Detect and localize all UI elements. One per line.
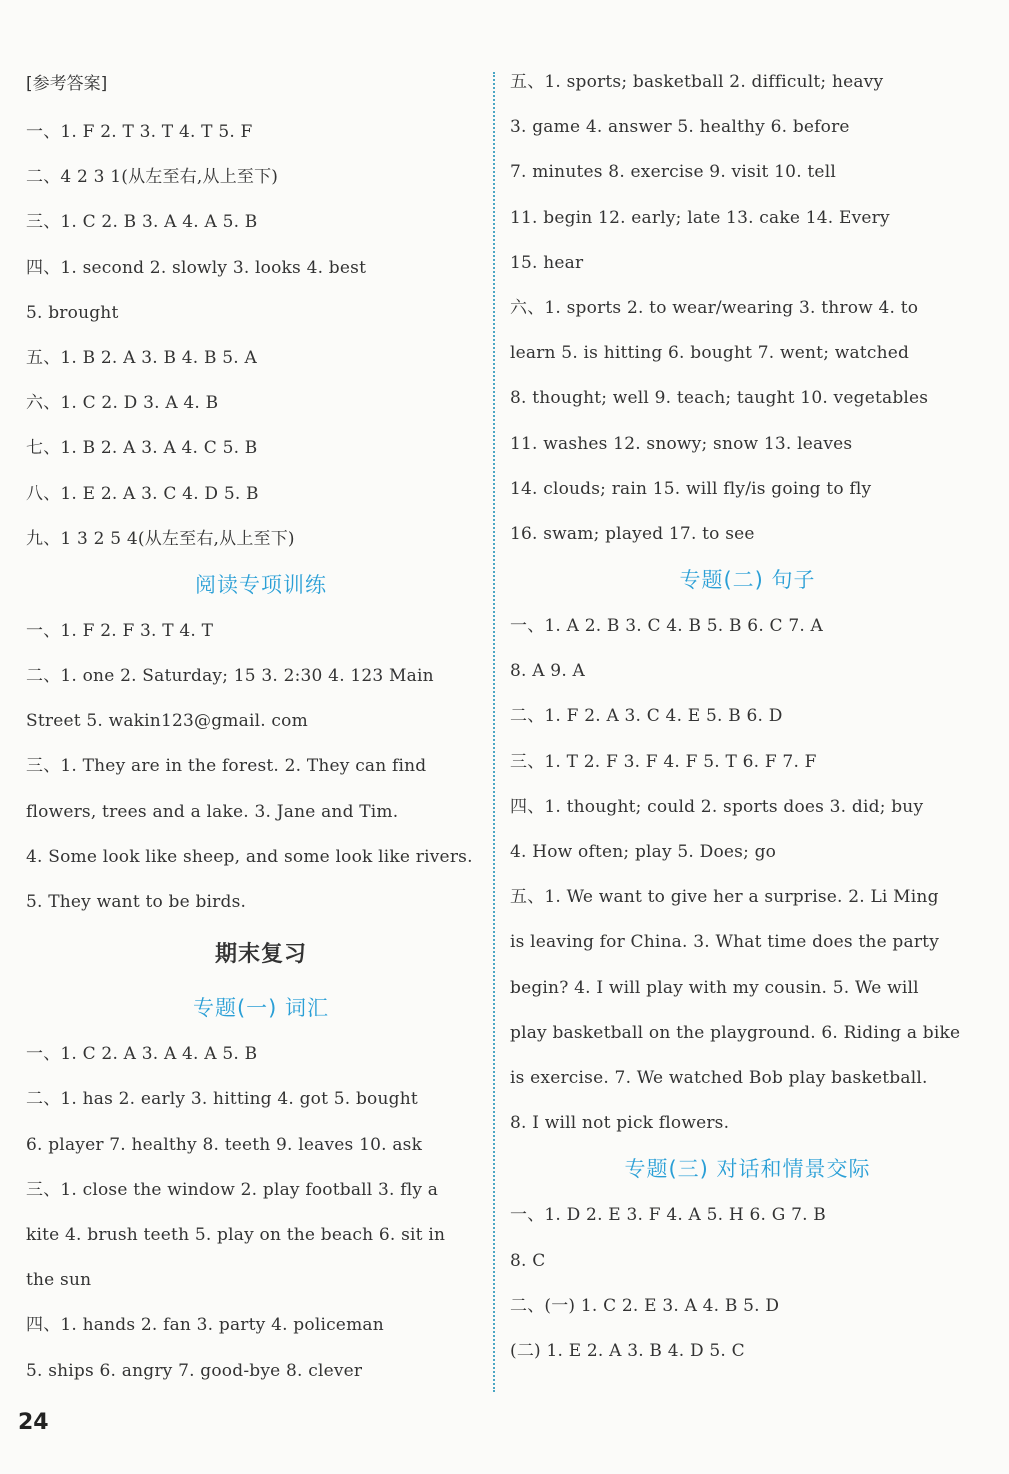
answers-section-unit xyxy=(26,110,496,562)
answer-line: 5. brought xyxy=(26,302,119,323)
answers-section-vocabulary-cont xyxy=(510,60,985,557)
answer-line: 六、1. sports 2. to wear/wearing 3. throw 4. to xyxy=(510,297,919,318)
heading-topic-2-sentences: 专题(二) 句子 xyxy=(679,568,816,593)
answer-line: 三、1. T 2. F 3. F 4. F 5. T 6. F 7. F xyxy=(510,751,817,772)
answer-line: 4. Some look like sheep, and some look like rivers. xyxy=(26,846,473,867)
right-column xyxy=(510,60,985,1374)
answer-line: Street 5. wakin123@gmail. com xyxy=(26,711,308,732)
answer-line: is exercise. 7. We watched Bob play basketball. xyxy=(510,1067,928,1088)
answer-line: 一、1. A 2. B 3. C 4. B 5. B 6. C 7. A xyxy=(510,616,824,637)
answer-line: 五、1. sports; basketball 2. difficult; heavy xyxy=(510,72,884,92)
answer-line: 三、1. They are in the forest. 2. They can find xyxy=(26,756,427,777)
answer-line: 四、1. second 2. slowly 3. looks 4. best xyxy=(26,257,367,278)
answer-line: 四、1. hands 2. fan 3. party 4. policeman xyxy=(26,1315,384,1336)
answer-line: 一、1. D 2. E 3. F 4. A 5. H 6. G 7. B xyxy=(510,1205,826,1226)
answer-line: 16. swam; played 17. to see xyxy=(510,523,755,544)
answer-line: the sun xyxy=(26,1270,92,1291)
answer-line: play basketball on the playground. 6. Riding a bike xyxy=(510,1022,961,1043)
answer-line: 4. How often; play 5. Does; go xyxy=(510,842,777,862)
answer-line: 二、1. F 2. A 3. C 4. E 5. B 6. D xyxy=(510,706,783,727)
answer-line: 11. washes 12. snowy; snow 13. leaves xyxy=(510,433,853,454)
answer-line: flowers, trees and a lake. 3. Jane and Tim. xyxy=(26,801,399,822)
answer-line: 三、1. close the window 2. play football 3. fly a xyxy=(26,1179,439,1200)
answer-line: 二、1. one 2. Saturday; 15 3. 2:30 4. 123 Main xyxy=(26,666,434,687)
answers-section-sentences xyxy=(510,604,985,1146)
left-column xyxy=(26,60,496,1394)
answers-section-dialogue xyxy=(510,1193,985,1374)
answer-line: kite 4. brush teeth 5. play on the beach 6. sit in xyxy=(26,1224,446,1245)
answer-line: 九、1 3 2 5 4(从左至右,从上至下) xyxy=(26,528,295,549)
answer-line: 六、1. C 2. D 3. A 4. B xyxy=(26,393,219,414)
answer-tag-row xyxy=(26,60,496,110)
answer-line: 15. hear xyxy=(510,252,584,273)
answer-line: 二、1. has 2. early 3. hitting 4. got 5. bought xyxy=(26,1089,418,1110)
answer-line: 三、1. C 2. B 3. A 4. A 5. B xyxy=(26,212,258,233)
heading-final-review: 期末复习 xyxy=(214,942,307,968)
answer-line: 一、1. F 2. T 3. T 4. T 5. F xyxy=(26,122,253,142)
answer-line: 八、1. E 2. A 3. C 4. D 5. B xyxy=(26,483,259,504)
heading-reading-training: 阅读专项训练 xyxy=(195,572,327,597)
answer-line: 7. minutes 8. exercise 9. visit 10. tell xyxy=(510,162,836,183)
answer-line: 14. clouds; rain 15. will fly/is going to fly xyxy=(510,478,872,499)
answer-line: 8. A 9. A xyxy=(510,661,586,682)
answer-line: 二、4 2 3 1(从左至右,从上至下) xyxy=(26,167,279,188)
answer-line: 七、1. B 2. A 3. A 4. C 5. B xyxy=(26,438,258,459)
answer-line: 一、1. F 2. F 3. T 4. T xyxy=(26,620,214,641)
answer-line: 11. begin 12. early; late 13. cake 14. Every xyxy=(510,207,890,228)
answer-line: 5. ships 6. angry 7. good-bye 8. clever xyxy=(26,1360,363,1381)
answer-line: 5. They want to be birds. xyxy=(26,892,247,912)
answer-line: (二) 1. E 2. A 3. B 4. D 5. C xyxy=(510,1340,745,1361)
answer-line: 8. I will not pick flowers. xyxy=(510,1113,730,1134)
answer-line: 五、1. We want to give her a surprise. 2. Li Ming xyxy=(510,887,939,908)
heading-topic-3-dialogue: 专题(三) 对话和情景交际 xyxy=(624,1157,871,1182)
answer-line: begin? 4. I will play with my cousin. 5. We will xyxy=(510,977,919,998)
heading-topic-1-vocabulary: 专题(一) 词汇 xyxy=(192,996,330,1021)
answer-line: 6. player 7. healthy 8. teeth 9. leaves 10. ask xyxy=(26,1134,423,1155)
answer-tag: [参考答案] xyxy=(26,74,108,94)
page-number: 24 xyxy=(18,1410,49,1435)
answer-line: 3. game 4. answer 5. healthy 6. before xyxy=(510,117,850,138)
answer-line: 二、(一) 1. C 2. E 3. A 4. B 5. D xyxy=(510,1295,780,1316)
answers-section-reading xyxy=(26,609,496,925)
answer-line: 8. thought; well 9. teach; taught 10. vegetables xyxy=(510,388,929,409)
answer-line: is leaving for China. 3. What time does the party xyxy=(510,932,940,953)
answer-line: 8. C xyxy=(510,1250,546,1271)
answers-section-vocabulary xyxy=(26,1032,496,1394)
answer-line: 四、1. thought; could 2. sports does 3. did; buy xyxy=(510,796,924,817)
answer-line: 五、1. B 2. A 3. B 4. B 5. A xyxy=(26,347,257,368)
answer-line: 一、1. C 2. A 3. A 4. A 5. B xyxy=(26,1044,258,1065)
answer-line: learn 5. is hitting 6. bought 7. went; watched xyxy=(510,343,910,364)
